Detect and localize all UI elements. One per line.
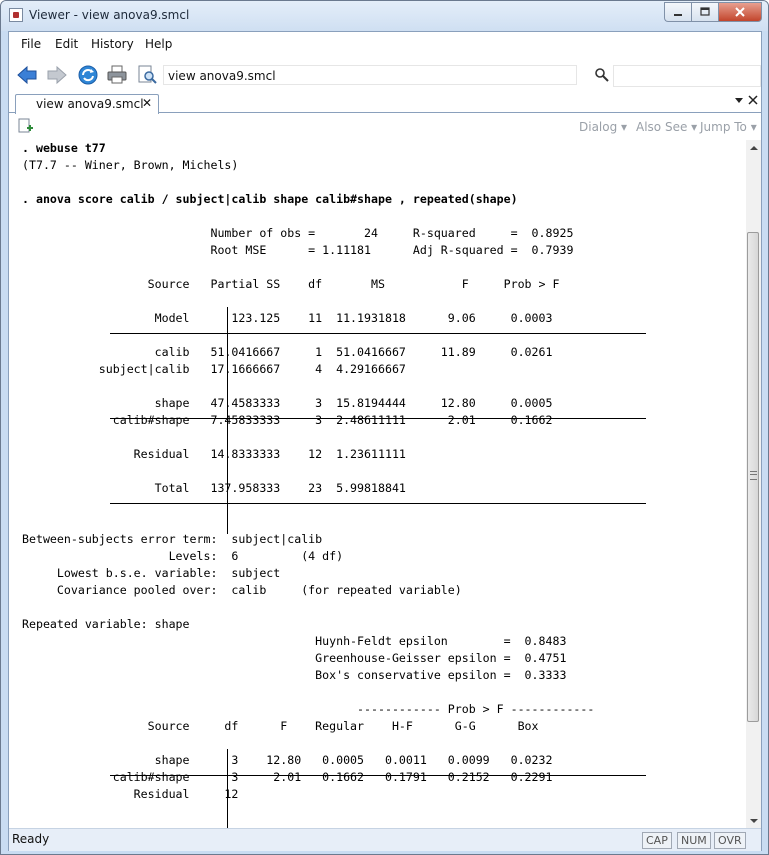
output-line: ------------ Prob > F ------------ <box>22 702 595 716</box>
ovr-indicator: OVR <box>714 832 746 849</box>
status-ready: Ready <box>12 832 50 846</box>
back-arrow-icon <box>16 64 38 86</box>
output-line: calib#shape 7.45833333 3 2.48611111 2.01 0.1662 <box>22 413 553 427</box>
toolbar <box>9 57 761 93</box>
tab-label: view anova9.smcl <box>36 97 144 111</box>
viewer-client <box>8 31 762 851</box>
close-icon <box>735 7 745 17</box>
output-line: Residual 14.8333333 12 1.23611111 <box>22 447 406 461</box>
close-icon <box>748 95 758 105</box>
refresh-icon <box>77 64 99 86</box>
output-line: Root MSE = 1.11181 Adj R-squared = 0.7939 <box>22 243 574 257</box>
output-line: (T7.7 -- Winer, Brown, Michels) <box>22 158 239 172</box>
output-line: Source df F Regular H-F G-G Box <box>22 719 539 733</box>
output-line: Lowest b.s.e. variable: subject <box>22 566 281 580</box>
close-button[interactable] <box>718 2 762 22</box>
tab-close-all-button[interactable] <box>748 95 758 108</box>
output-line: Source Partial SS df MS F Prob > F <box>22 277 560 291</box>
new-viewer-button[interactable] <box>18 118 32 134</box>
refresh-button[interactable] <box>77 64 99 86</box>
menu-edit[interactable]: Edit <box>55 37 79 51</box>
output-line: calib#shape 3 2.01 0.1662 0.1791 0.2152 0.2291 <box>22 770 553 784</box>
tab-list-dropdown[interactable] <box>734 95 744 108</box>
output-line: Repeated variable: shape <box>22 617 190 631</box>
menu-help[interactable]: Help <box>145 37 173 51</box>
jump-to-dropdown[interactable]: Jump To ▾ <box>700 120 757 134</box>
output-line: subject|calib 17.1666667 4 4.29166667 <box>22 362 406 376</box>
output-line: . anova score calib / subject|calib shape calib#shape , repeated(shape) <box>22 192 518 206</box>
window-title: Viewer - view anova9.smcl <box>29 8 190 22</box>
menu-history[interactable]: History <box>91 37 134 51</box>
document-toolbar <box>9 114 761 140</box>
minimize-icon <box>673 7 683 17</box>
output-line: . webuse t77 <box>22 141 106 155</box>
print-button[interactable] <box>106 64 128 86</box>
menu-file[interactable]: File <box>21 37 42 51</box>
back-button[interactable] <box>16 64 38 86</box>
scroll-grip-icon <box>750 471 757 480</box>
search-icon <box>594 67 610 83</box>
output-line: Model 123.125 11 11.1931818 9.06 0.0003 <box>22 311 553 325</box>
results-output[interactable] <box>9 140 746 828</box>
output-line: shape 3 12.80 0.0005 0.0011 0.0099 0.0232 <box>22 753 553 767</box>
also-see-dropdown[interactable]: Also See ▾ <box>636 120 698 134</box>
maximize-icon <box>700 7 710 17</box>
output-line: calib 51.0416667 1 51.0416667 11.89 0.0261 <box>22 345 553 359</box>
app-icon <box>9 8 23 22</box>
arrow-down-icon <box>750 818 758 824</box>
find-search-button[interactable] <box>591 64 613 86</box>
output-line: Number of obs = 24 R-squared = 0.8925 <box>22 226 574 240</box>
output-line: Covariance pooled over: calib (for repeated variable) <box>22 583 462 597</box>
output-line: Residual 12 <box>22 787 239 801</box>
arrow-up-icon <box>750 145 758 151</box>
output-line: Between-subjects error term: subject|calib <box>22 532 323 546</box>
tab-view-anova9[interactable] <box>15 94 159 114</box>
title-bar[interactable] <box>1 1 768 31</box>
output-line: shape 47.4583333 3 15.8194444 12.80 0.0005 <box>22 396 553 410</box>
tab-close-icon[interactable]: ✕ <box>142 96 153 110</box>
minimize-button[interactable] <box>664 2 691 22</box>
scroll-thumb[interactable] <box>747 232 759 722</box>
output-line: Box's conservative epsilon = 0.3333 <box>22 668 567 682</box>
output-line: Levels: 6 (4 df) <box>22 549 344 563</box>
table-rule-header <box>110 333 646 334</box>
maximize-button[interactable] <box>691 2 718 22</box>
output-line: Huynh-Feldt epsilon = 0.8483 <box>22 634 567 648</box>
status-bar <box>9 828 761 851</box>
find-input[interactable] <box>613 65 761 87</box>
address-input[interactable]: view anova9.smcl <box>163 65 577 85</box>
num-indicator: NUM <box>677 832 711 849</box>
forward-button[interactable] <box>46 64 68 86</box>
dialog-dropdown[interactable]: Dialog ▾ <box>579 120 628 134</box>
output-line: Total 137.958333 23 5.99818841 <box>22 481 406 495</box>
menu-bar <box>9 32 761 56</box>
scroll-down-arrow[interactable] <box>746 813 761 828</box>
add-document-icon <box>18 118 34 136</box>
find-button[interactable] <box>136 64 158 86</box>
chevron-down-icon <box>734 95 744 105</box>
vertical-scrollbar[interactable] <box>746 140 761 828</box>
forward-arrow-icon <box>46 64 68 86</box>
window-controls <box>664 2 762 22</box>
scroll-up-arrow[interactable] <box>746 140 761 155</box>
cap-indicator: CAP <box>642 832 672 849</box>
tab-row <box>9 93 761 113</box>
document-search-icon <box>136 64 158 86</box>
printer-icon <box>106 64 128 86</box>
table-rule-total <box>110 503 646 504</box>
output-line: Greenhouse-Geisser epsilon = 0.4751 <box>22 651 567 665</box>
